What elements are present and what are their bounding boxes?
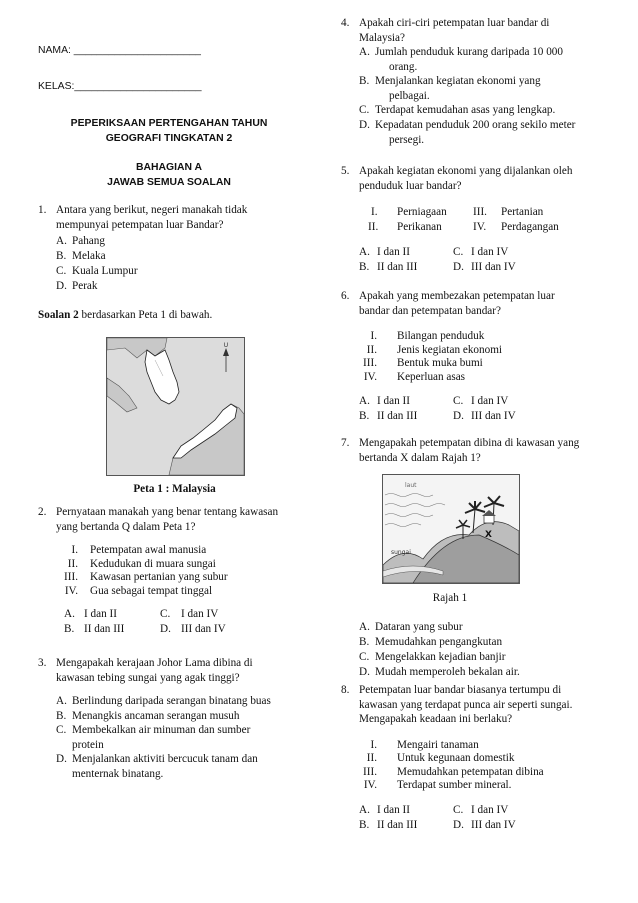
exam-subtitle: GEOGRAFI TINGKATAN 2: [105, 133, 233, 144]
question-text: Mengapakah kerajaan Johor Lama dibina di: [56, 657, 253, 669]
map-graphic: [107, 338, 244, 475]
statement-row: I. Perniagaan III. Pertanian: [371, 206, 544, 219]
option-a[interactable]: A. Jumlah penduduk kurang daripada 10 000 orang.: [359, 46, 563, 73]
question-text: bertanda X dalam Rajah 1?: [359, 451, 481, 464]
statement-iii: III. Kawasan pertanian yang subur: [64, 571, 228, 584]
statement-ii: II. Kedudukan di muara sungai: [67, 557, 216, 570]
question-number: 1.: [38, 204, 47, 216]
statement-ii: II. Untuk kegunaan domestik: [366, 752, 515, 765]
river-label: sungai: [391, 549, 411, 556]
exam-title: PEPERIKSAAN PERTENGAHAN TAHUN: [70, 118, 268, 129]
question-text: Malaysia?: [359, 31, 405, 44]
question-number: 2.: [38, 506, 47, 518]
question-text: kawasan yang terdapat punca air seperti sungai.: [359, 698, 573, 711]
answer-row[interactable]: A. I dan II C. I dan IV: [359, 246, 509, 259]
question-7: [341, 436, 603, 465]
question-text: bandar dan petempatan bandar?: [359, 304, 501, 317]
x-marker-label: X: [485, 530, 492, 540]
question-2: [38, 505, 318, 637]
malaysia-map: [106, 337, 245, 476]
answer-row[interactable]: B. II dan III D. III dan IV: [359, 818, 516, 831]
option-b[interactable]: B. Melaka: [56, 250, 106, 263]
option-c[interactable]: C. Terdapat kemudahan asas yang lengkap.: [359, 104, 556, 117]
option-c[interactable]: C. Membekalkan air minuman dan sumber protein: [56, 724, 251, 751]
north-label: U: [223, 342, 229, 349]
option-a[interactable]: A. Berlindung daripada serangan binatang buas: [56, 695, 271, 708]
option-d[interactable]: D. Perak: [56, 280, 98, 293]
question-text: penduduk luar bandar?: [359, 179, 462, 192]
question-text: kawasan tebing sungai yang agak tinggi?: [56, 671, 240, 684]
option-b[interactable]: B. Menjalankan kegiatan ekonomi yang pelbagai.: [359, 75, 541, 102]
question-text: Antara yang berikut, negeri manakah tidak: [56, 204, 248, 216]
instruction-soalan-2: Soalan 2 berdasarkan Peta 1 di bawah.: [38, 309, 213, 321]
option-c[interactable]: C. Mengelakkan kejadian banjir: [359, 651, 506, 663]
landscape-graphic: [383, 475, 519, 583]
question-text: Mengapakah petempatan dibina di kawasan yang: [359, 437, 580, 449]
name-field[interactable]: NAMA: ______________________: [38, 45, 201, 56]
sea-label: laut: [405, 482, 417, 489]
question-text: Apakah ciri-ciri petempatan luar bandar di: [359, 17, 550, 29]
question-5: [341, 164, 603, 275]
option-b[interactable]: B. Memudahkan pengangkutan: [359, 636, 503, 648]
question-number: 3.: [38, 657, 47, 669]
class-field[interactable]: KELAS:______________________: [38, 81, 202, 92]
question-1: [38, 203, 308, 294]
statement-iv: IV. Keperluan asas: [363, 370, 466, 383]
section-instruction: JAWAB SEMUA SOALAN: [107, 177, 231, 188]
option-d[interactable]: D. Menjalankan aktiviti bercucuk tanam dan menternak binatang.: [56, 753, 258, 780]
statement-iii: III. Memudahkan petempatan dibina: [363, 765, 544, 778]
question-text: Petempatan luar bandar biasanya tertumpu di: [359, 684, 562, 696]
option-d[interactable]: D. Kepadatan penduduk 200 orang sekilo meter persegi.: [359, 118, 576, 146]
question-number: 4.: [341, 17, 350, 29]
question-7-options: [341, 620, 603, 680]
question-3: [38, 656, 320, 782]
statement-iv: IV. Gua sebagai tempat tinggal: [64, 584, 213, 597]
statement-ii: II. Jenis kegiatan ekonomi: [366, 343, 503, 356]
question-text: yang bertanda Q dalam Peta 1?: [56, 520, 196, 533]
option-a[interactable]: A. Dataran yang subur: [359, 621, 463, 633]
question-number: 6.: [341, 290, 350, 302]
answer-row[interactable]: B. II dan III D. III dan IV: [64, 623, 226, 636]
question-number: 7.: [341, 437, 350, 449]
option-d[interactable]: D. Mudah memperoleh bekalan air.: [359, 666, 520, 678]
statement-row: II. Perikanan IV. Perdagangan: [368, 221, 559, 234]
statement-i: I. Petempatan awal manusia: [71, 544, 207, 557]
answer-row[interactable]: A. I dan II C. I dan IV: [64, 608, 219, 621]
question-text: mempunyai petempatan luar Bandar?: [56, 218, 224, 231]
answer-row[interactable]: B. II dan III D. III dan IV: [359, 261, 516, 274]
map-caption: Peta 1 : Malaysia: [133, 483, 216, 495]
question-text: Apakah yang membezakan petempatan luar: [359, 290, 555, 302]
question-number: 8.: [341, 684, 350, 696]
question-4: [341, 16, 603, 147]
answer-row[interactable]: A. I dan II C. I dan IV: [359, 395, 509, 408]
statement-i: I. Mengairi tanaman: [370, 738, 479, 751]
question-8: [341, 683, 603, 833]
figure-caption: Rajah 1: [432, 592, 468, 604]
answer-row[interactable]: A. I dan II C. I dan IV: [359, 803, 509, 816]
section-title: BAHAGIAN A: [136, 162, 202, 173]
question-text: Apakah kegiatan ekonomi yang dijalankan oleh: [359, 165, 573, 177]
question-text: Pernyataan manakah yang benar tentang kawasan: [56, 506, 279, 518]
option-a[interactable]: A. Pahang: [56, 235, 105, 248]
statement-iv: IV. Terdapat sumber mineral.: [363, 779, 512, 792]
answer-row[interactable]: B. II dan III D. III dan IV: [359, 410, 516, 423]
question-6: [341, 289, 603, 424]
statement-iii: III. Bentuk muka bumi: [363, 357, 483, 370]
statement-i: I. Bilangan penduduk: [370, 330, 485, 343]
option-c[interactable]: C. Kuala Lumpur: [56, 265, 138, 278]
question-text: Mengapakah keadaan ini berlaku?: [359, 713, 513, 726]
option-b[interactable]: B. Menangkis ancaman serangan musuh: [56, 709, 240, 722]
question-number: 5.: [341, 165, 350, 177]
rajah-1-figure: [382, 474, 520, 584]
